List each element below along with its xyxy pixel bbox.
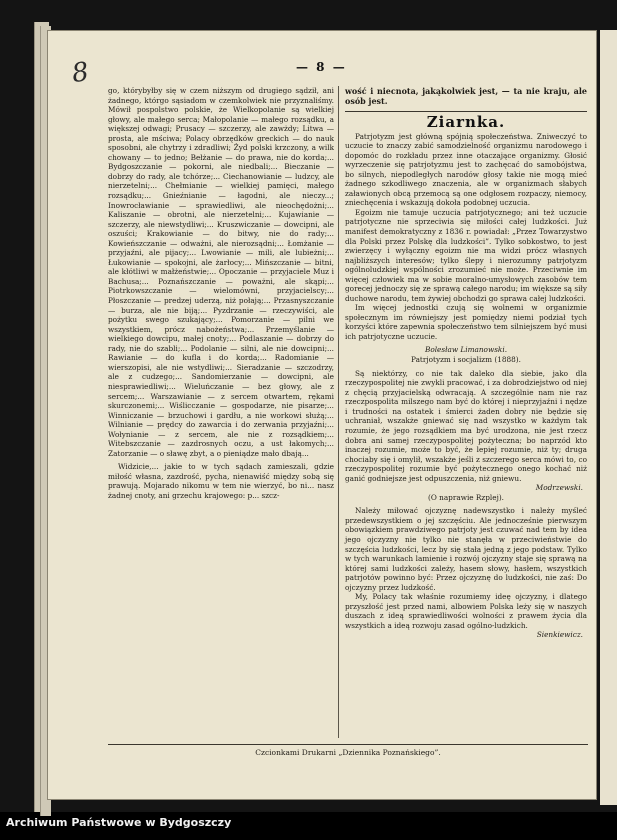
- paragraph-6: My, Polacy tak właśnie rozumiemy ideę ojczyzny, i dlatego przyszłość jest przed nami, albowiem Polska leży się w naszych duszach z ideą sprawiedliwości wolności z prawem życia dla wszystkich a ideą rozwoju zasad ogólno-ludzkich.: [345, 592, 587, 630]
- paragraph-4: Są niektórzy, co nie tak daleko dla siebie, jako dla rzeczypospolitej nie zwykli pracować, i za dobrodziejstwo od niej z chęcią przyjacielską odwracają. A szczególnie nam nie raz rzeczpospolita milszego nam być do której i nieprzyjaźni i nędze i trudności na ostatek i śmierci żaden dobry nie będzie się uchraniał, wszakże gniewać się nad wszystko w każdym tak rozumie, że jego rozsądkiem ma być urodzona, nie jest rzecz dobra ani samej rzeczypospolitej pożyteczna; bo naprzód kto inaczej rozumie, może to być, że lepiej rozumie, niż ty; druga chociaby się i omylił, wszakże jeśli z szczerego serca mówi to, co rzeczypospolitej rozumie być pożytecznego onego kochać niż ganić godniejsze jest odpuszczenia, niż gniewu.: [345, 368, 587, 483]
- page-number: — 8 —: [296, 60, 347, 74]
- section-heading: Ziarnka.: [426, 113, 506, 131]
- section-rule: [345, 111, 587, 112]
- right-column: [345, 86, 587, 640]
- left-column-text: go, którybyłby się w czem niższym od drugiego sądził, ani żadnego, którgo sąsiadom w czemkolwiek nie przyznaliśmy. Mówił pospolstwo polskie, że Wielkopolanie są wielkiej głowy, ale małego serca; Małopolanie — małego rozsądku, a większej odwagi; Prusacy — szczerzy, ale zawżdy; Litwa — prosta, ale mściwa; Polacy obrzędków greckich — do nauk sposobni, ale chytrzy i zdradliwi; Żyd polski krzczony, a wilk chowany — to jedno; Bełżanie — do prawa, nie do korda;... Bydgoszczanie — pokorni, ale niedbali;... Bieczanie — dobrzy do rady, ale tchórze;... Ciechanowianie — ludzcy, ale nierzetelni;... Chełmianie — wielkiej pamięci, małego rozsądku;... Gnieźnianie — łagodni, ale nieczy...; Inowrocławianie — sprawiedliwi, ale nieochędożni;... Kaliszanie — obrotni, ale nierzetelni;... Kujawianie — szczerzy, ale niewstydliwi;... Kruszwiczanie — dowcipni, ale oszuści; Krakowianie — do bitwy, nie do rady;... Kowieńszczanie — odważni, ale nierozsądni;... Łomżanie — przyjaźni, ale pijacy;... Lwowianie — mili, ale lubieżni;... Łukowianie — spokojni, ale żarłocy;... Mińszczanie — bitni, ale kłótliwi w małżeństwie;... Opoczanie — przyjaciele Muz i Bachusa;... Poznańszczanie — poważni, ale skąpi;... Piotrkowszczanie — wielomówni, przyjacielscy;... Płoszczanie — predzej uderzą, niż połają;... Przasnyszczanie — burza, ale nie biją;... Pyzdrzanie — rzeczywiści, ale pożytku swego szukający;... Pomorzanie — pilni we wszystkiem, prócz nabożeństwa;... Przemyślanie — wielkiego dowcipu, małej cnoty;... Podlaszanie — dobrzy do rady, nie do szabli;... Podolanie — silni, ale nie dowcipni;... Rawianie — do kufla i do korda;... Radomianie — wierszopisi, ale nie wstydliwi;... Sieradzanie — szczodrzy, ale z cudzego;... Sandomierzanie — dowcipni, ale niesprawiedliwi;... Wieluńczanie — bez głowy, ale z sercem;... Warszawianie — z sercem otwartem, rękami skurczonemi;... Wiślicczanie — gospodarze, nie pisarze;... Winniczanie — brzuchowi i gardłu, a nie workowi służą;... Wilnianie — prędcy do zawarcia i do zerwania przyjaźni;... Wołynianie — z sercem, ale nie z rozsądkiem;... Witebszczanie — zazdrosnych oczu, a ust łakomych;... Zatorzanie — o sławę zbyt, a o pieniądze mało dbają...: [108, 86, 334, 458]
- paragraph-2: Egoizm nie tamuje uczucia patrjotycznego; ani też uczucie patrjotyczne nie sprzeciwia się miłości całej ludzkości. Już manifest demokratyczny z 1836 r. powiadał: „Przez Towarzystwo dla Polski przez Polskę dla ludzkości”. Tylko sobkostwo, to jest zwierzęcy i wyłączny egoizm nie ma widzi prócz własnych najbliższych interesów; tylko ślepy i nierozumny patrjotyzm ogólnoludzkiej wspólności zrozumieć nie może. Przeciwnie im więcej człowiek ma w sobie moralno-umysłowych zasobów tem gorecej jednoczy się ze sprawą całego narodu; im większe są siły duchowe narodu, tem żywiej obchodzi go sprawa całej ludzkości.: [345, 207, 587, 303]
- paragraph-1: Patrjotyzm jest główną spójnią społeczeństwa. Zniweczyć to uczucie to znaczy zabić samodzielność organizmu narodowego i dopomóc do rozkładu przez inne otaczające organizmy. Głosić wyrzeczenie się patrjotyzmu jest to zachęcać do samobójstwa, bo silnych, niepodległych narodów głosy takie nie mogą mieć żadnego szkodliwego znaczenia, ale w organizmach słabych załawionych obcą przemocą są one odgłosem rozpaczy, niemocy, zniechęcenia i wskazują dokoła podobnej uczucia.: [345, 131, 587, 208]
- column-divider: [338, 86, 339, 738]
- printer-footer: Czcionkami Drukarni „Dziennika Poznańskiego”.: [255, 748, 441, 757]
- footer-rule: [108, 744, 588, 745]
- underlying-sheet: [600, 30, 617, 805]
- continued-text: wość i niecnota, jakąkolwiek jest, — ta nie kraju, ale osób jest.: [345, 86, 587, 106]
- author-sienkiewicz: Sienkiewicz.: [536, 630, 583, 640]
- left-column: [108, 86, 334, 742]
- paragraph-5: Należy miłować ojczyznę nadewszystko i należy myśleć przedewszystkiem o jej szczęściu. Ale jednocześnie pierwszym obowiązkiem prawdziwego patrjoty jest czuwać nad tem by idea jego ojczyzny nie tylko nie stanęła w przeciwieństwie do szczęścia ludzkości, lecz by się stała jedną z jego podstaw. Tylko w tych warunkach lamienie i rozwój ojczyzny staje się sprawą na której sami ludzkości zależy, hasem słowy, hasłem, wszystkich patrjotów powinno być: Przez ojczyznę do ludzkości, nie zaś: Do ojczyzny przez ludzkość.: [345, 506, 587, 592]
- source-modrzewski: (O naprawie Rzplej).: [427, 492, 504, 502]
- left-column-end-text: Widzicie,... jakie to w tych sądach zamieszali, gdzie miłość własna, zazdrość, pycha, nienawiść między sobą się prawują. Mojarado nikomu w tem nie wierzyć, bo ni... nasz żadnej cnoty, ani grzechu krajowego: p... szcz-: [108, 462, 334, 500]
- handwritten-number: 8: [69, 56, 91, 90]
- paragraph-3: Im więcej jednostki czują się wolnemi w organizmie społecznym im równiejszy jest pomiędzy niemi podział tych korzyści które zapewnia społeczeństwo tem silniejszem być musi ich patrjotyczne uczucie.: [345, 303, 587, 342]
- source-limanowski: Patrjotyzm i socjalizm (1888).: [411, 355, 521, 365]
- author-limanowski: Bolesław Limanowski.: [424, 344, 508, 354]
- author-modrzewski: Modrzewski.: [535, 483, 583, 493]
- archive-label: Archiwum Państwowe w Bydgoszczy: [6, 816, 232, 829]
